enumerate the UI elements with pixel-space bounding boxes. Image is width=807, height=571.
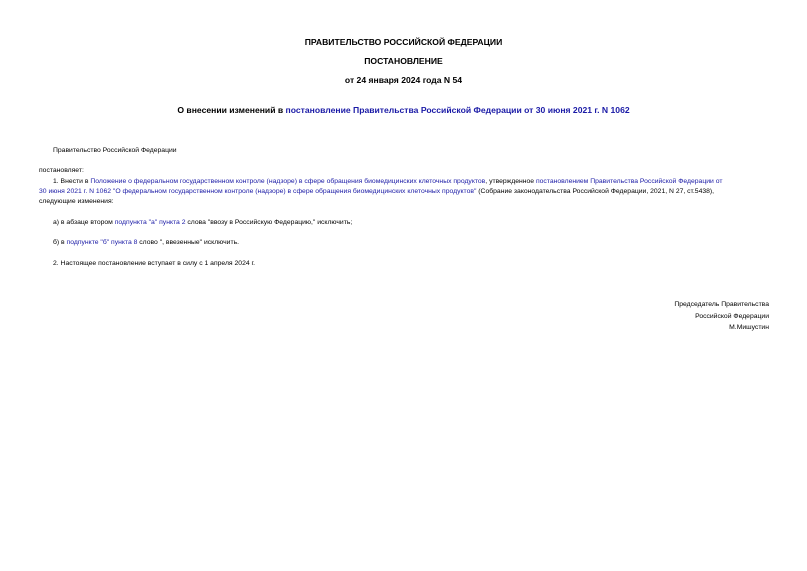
pa-prefix: а) в абзаце втором bbox=[53, 219, 115, 226]
subparagraph-b bbox=[53, 238, 239, 247]
signature-block bbox=[674, 299, 769, 334]
document-date-number: от 24 января 2024 года N 54 bbox=[344, 75, 463, 85]
subparagraph-b-link[interactable]: подпункте "б" пункта 8 bbox=[66, 239, 138, 246]
pa-suffix: слова "ввозу в Российскую Федерацию," исключить; bbox=[185, 219, 353, 226]
resolution-link-part-1[interactable]: постановлением Правительства Российской Федерации от bbox=[535, 178, 723, 185]
document-title bbox=[0, 105, 807, 115]
p1-mid: , утвержденное bbox=[485, 178, 536, 185]
pb-suffix: слово ", ввезенные" исключить. bbox=[137, 239, 240, 246]
paragraph-1-line-2 bbox=[39, 187, 714, 196]
intro-text: Правительство Российской Федерации bbox=[53, 147, 177, 154]
subparagraph-a-link[interactable]: подпункта "а" пункта 2 bbox=[114, 219, 186, 226]
p1-prefix: 1. Внести в bbox=[53, 178, 91, 185]
title-prefix: О внесении изменений в bbox=[177, 105, 286, 115]
government-heading: ПРАВИТЕЛЬСТВО РОССИЙСКОЙ ФЕДЕРАЦИИ bbox=[304, 37, 503, 47]
paragraph-2: 2. Настоящее постановление вступает в силу с 1 апреля 2024 г. bbox=[53, 260, 256, 267]
pb-prefix: б) в bbox=[53, 239, 67, 246]
resolution-link-part-2[interactable]: 30 июня 2021 г. N 1062 "О федеральном государственном контроле (надзоре) в сфере обращения биомедицинских клеточных продуктов" bbox=[39, 188, 477, 195]
title-link[interactable]: постановление Правительства Российской Федерации от 30 июня 2021 г. N 1062 bbox=[285, 105, 630, 115]
subparagraph-a bbox=[53, 218, 352, 227]
signature-organization: Российской Федерации bbox=[695, 312, 769, 320]
paragraph-1-line-1 bbox=[53, 177, 722, 186]
regulation-link[interactable]: Положение о федеральном государственном контроле (надзоре) в сфере обращения биомедицинских клеточных продуктов bbox=[90, 178, 486, 185]
decides-text: постановляет: bbox=[39, 167, 84, 174]
paragraph-1-line-3: следующие изменения: bbox=[39, 198, 114, 205]
p1-suffix: (Собрание законодательства Российской Федерации, 2021, N 27, ст.5438), bbox=[476, 188, 715, 195]
document-type: ПОСТАНОВЛЕНИЕ bbox=[364, 56, 443, 66]
signature-name: М.Мишустин bbox=[729, 324, 769, 331]
signature-position: Председатель Правительства bbox=[674, 301, 769, 308]
